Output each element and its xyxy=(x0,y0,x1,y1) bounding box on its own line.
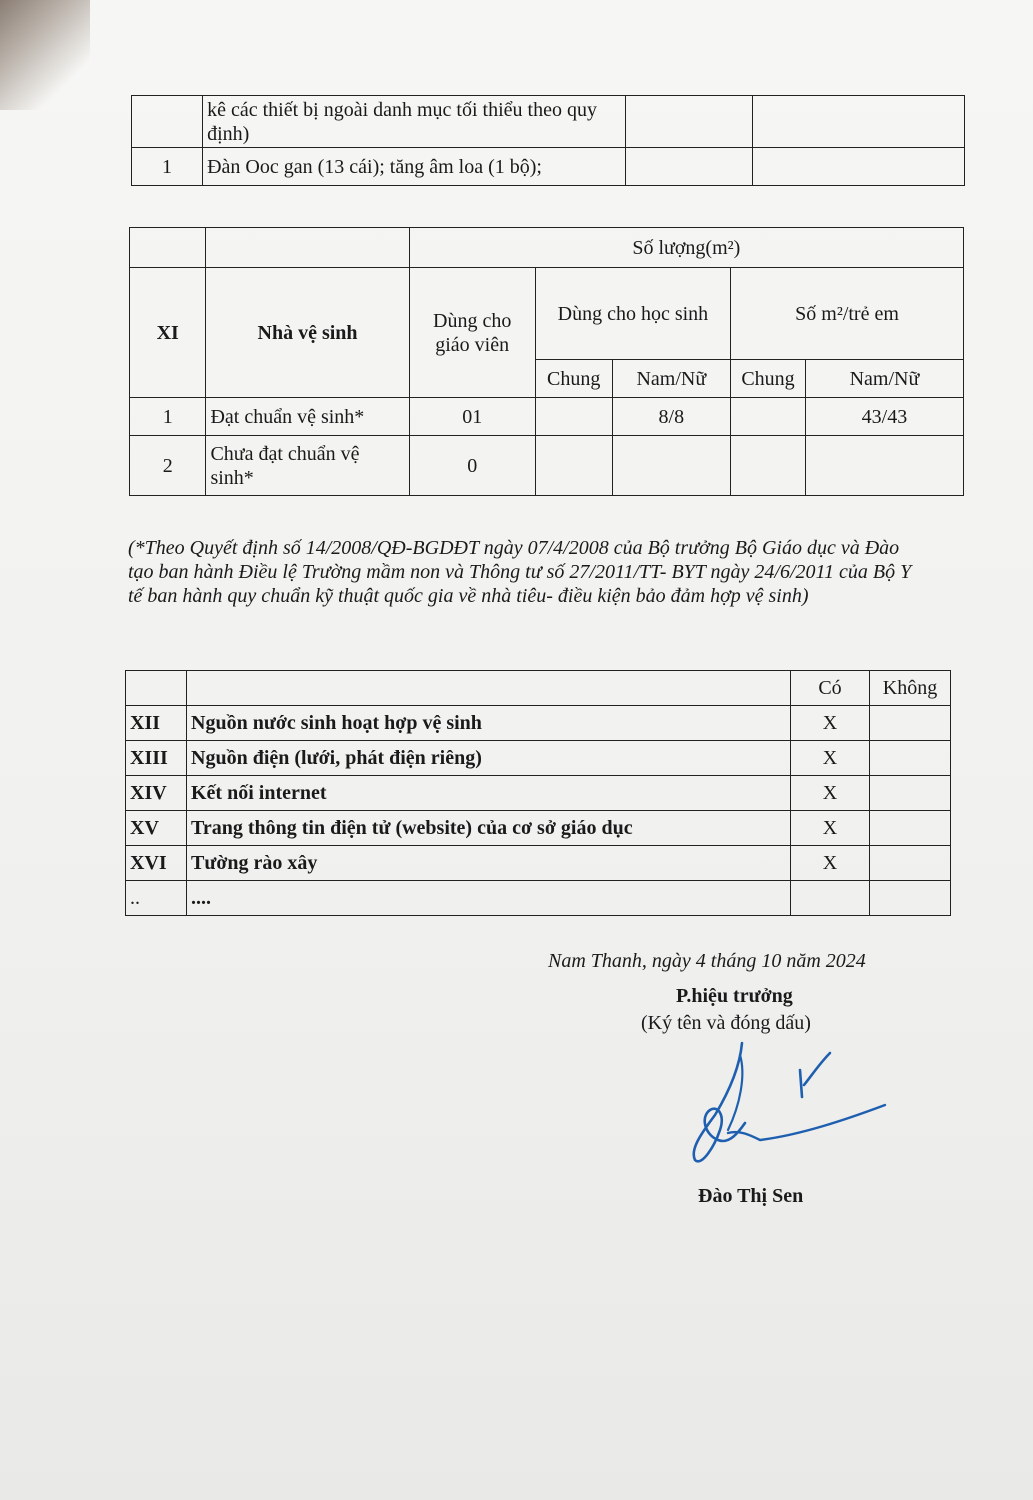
page-corner-shadow xyxy=(0,0,90,110)
khong-mark xyxy=(870,776,951,811)
teacher-value: 01 xyxy=(409,398,535,436)
student-chung-header: Chung xyxy=(535,360,612,398)
row-number: 1 xyxy=(130,398,206,436)
row-number: 1 xyxy=(132,148,203,186)
section-number: XI xyxy=(130,268,206,398)
signer-name: Đào Thị Sen xyxy=(698,1185,804,1207)
row-number xyxy=(132,96,203,148)
place-date: Nam Thanh, ngày 4 tháng 10 năm 2024 xyxy=(548,950,866,972)
student-chung-value xyxy=(535,398,612,436)
table-row xyxy=(126,741,951,776)
row-name: Kết nối internet xyxy=(187,776,791,811)
table-row xyxy=(130,228,964,268)
row-code: XIV xyxy=(126,776,187,811)
co-mark: X xyxy=(791,706,870,741)
row-text: kê các thiết bị ngoài danh mục tối thiểu theo quy định) xyxy=(203,96,626,148)
perchild-namnu-value: 43/43 xyxy=(805,398,963,436)
table-row xyxy=(130,268,964,360)
row-name: Trang thông tin điện tử (website) của cơ sở giáo dục xyxy=(187,811,791,846)
table-row xyxy=(126,811,951,846)
row-code: XV xyxy=(126,811,187,846)
equipment-table xyxy=(131,95,965,186)
student-namnu-header: Nam/Nữ xyxy=(612,360,731,398)
empty-cell xyxy=(625,148,752,186)
co-mark: X xyxy=(791,811,870,846)
empty-cell xyxy=(752,96,964,148)
row-code: .. xyxy=(126,881,187,916)
khong-mark xyxy=(870,811,951,846)
empty-cell xyxy=(752,148,964,186)
teacher-header: Dùng cho giáo viên xyxy=(409,268,535,398)
table-row xyxy=(126,846,951,881)
header-khong: Không xyxy=(870,671,951,706)
empty-cell xyxy=(187,671,791,706)
signature-note: (Ký tên và đóng dấu) xyxy=(641,1012,811,1034)
table-row xyxy=(126,671,951,706)
row-name: Tường rào xây xyxy=(187,846,791,881)
table-row xyxy=(130,398,964,436)
khong-mark xyxy=(870,741,951,776)
empty-cell xyxy=(625,96,752,148)
table-row xyxy=(130,436,964,496)
row-code: XII xyxy=(126,706,187,741)
header-co: Có xyxy=(791,671,870,706)
row-number: 2 xyxy=(130,436,206,496)
perchild-chung-value xyxy=(731,398,806,436)
perchild-chung-value xyxy=(731,436,806,496)
empty-cell xyxy=(206,228,409,268)
table-row xyxy=(126,776,951,811)
row-name: Nguồn điện (lưới, phát điện riêng) xyxy=(187,741,791,776)
student-header: Dùng cho học sinh xyxy=(535,268,730,360)
quantity-header-text: Số lượng(m²) xyxy=(632,236,741,259)
khong-mark xyxy=(870,846,951,881)
facilities-table xyxy=(125,670,951,916)
perchild-namnu-header: Nam/Nữ xyxy=(805,360,963,398)
teacher-value: 0 xyxy=(409,436,535,496)
student-namnu-value xyxy=(612,436,731,496)
khong-mark xyxy=(870,706,951,741)
row-label: Đạt chuẩn vệ sinh* xyxy=(206,398,409,436)
per-child-header: Số m²/trẻ em xyxy=(731,268,964,360)
row-name: Nguồn nước sinh hoạt hợp vệ sinh xyxy=(187,706,791,741)
table-row xyxy=(132,148,965,186)
table-row xyxy=(126,706,951,741)
signatory-title: P.hiệu trưởng xyxy=(676,985,793,1007)
empty-cell xyxy=(130,228,206,268)
handwritten-signature xyxy=(670,1035,900,1175)
co-mark: X xyxy=(791,741,870,776)
co-mark: X xyxy=(791,776,870,811)
perchild-chung-header: Chung xyxy=(731,360,806,398)
regulation-note: (*Theo Quyết định số 14/2008/QĐ-BGDĐT ngày 07/4/2008 của Bộ trưởng Bộ Giáo dục và Đào tạo ban hành Điều lệ Trường mầm non và Thông tư số 27/2011/TT- BYT ngày 24/6/2011 của Bộ Y tế ban hành quy chuẩn kỹ thuật quốc gia về nhà tiêu- điều kiện bảo đảm hợp vệ sinh) xyxy=(128,537,912,607)
table-row xyxy=(132,96,965,148)
row-code: XVI xyxy=(126,846,187,881)
section-title: Nhà vệ sinh xyxy=(206,268,409,398)
perchild-namnu-value xyxy=(805,436,963,496)
quantity-header xyxy=(409,228,963,268)
khong-mark xyxy=(870,881,951,916)
co-mark xyxy=(791,881,870,916)
empty-cell xyxy=(126,671,187,706)
co-mark: X xyxy=(791,846,870,881)
row-label: Chưa đạt chuẩn vệ sinh* xyxy=(206,436,409,496)
toilet-table xyxy=(129,227,964,496)
row-text: Đàn Ooc gan (13 cái); tăng âm loa (1 bộ); xyxy=(203,148,626,186)
row-name: .... xyxy=(187,881,791,916)
student-chung-value xyxy=(535,436,612,496)
student-namnu-value: 8/8 xyxy=(612,398,731,436)
row-code: XIII xyxy=(126,741,187,776)
table-row xyxy=(126,881,951,916)
